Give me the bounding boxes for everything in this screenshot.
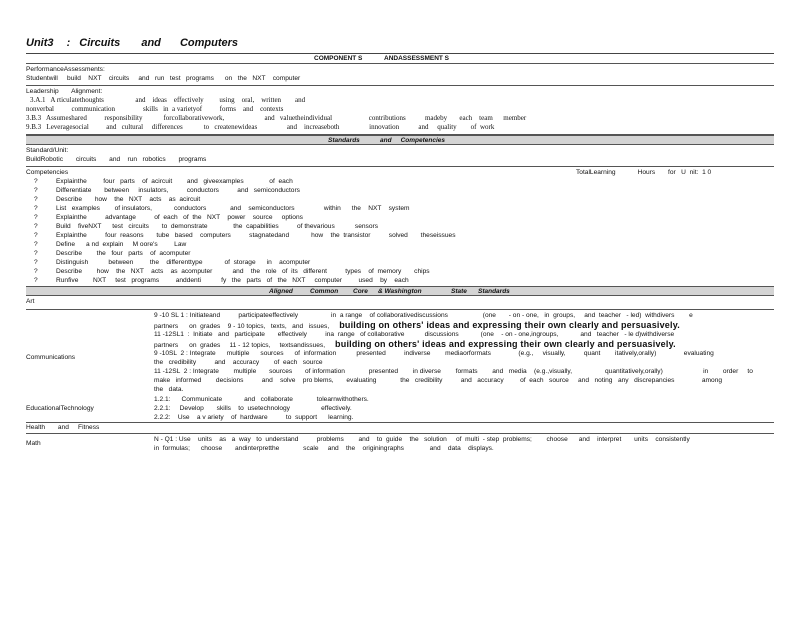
communications-label-cell [26,310,154,394]
math-label: Math [26,440,41,447]
bullet-glyph: ? [34,205,38,212]
components-header [26,54,774,64]
competency-item [26,258,774,267]
leadership-section [26,86,774,135]
leadership-line: 3.A.1 A rticulatethoughts and ideas effectively using oral, written and [30,96,306,104]
performance-heading: PerformanceAssessments: [26,66,105,73]
bullet-glyph: ? [34,232,38,239]
communications-line [154,349,774,358]
communications-line [154,320,774,330]
competency-item [26,222,774,231]
competencies-list [26,177,774,285]
competencies-heading-row [26,168,774,177]
competency-text: Explainthe four parts of acircuit and giveexamples of each [56,178,293,185]
edtech-row [26,394,774,423]
standards-header [26,135,774,145]
leadership-line: 3.B.3 Assumeshared responsibility forcollaborativework, and valuetheindividual contributions madeby each team member [26,114,527,122]
standard-text: BuildRobotic circuits and run robotics programs [26,156,207,163]
health-row [26,423,774,434]
competency-text: List examples of insulators, conductors and semiconductors within the NXT system [56,205,410,212]
bullet-glyph: ? [34,277,38,284]
communications-line-text: make informed decisions and solve pro blems, evaluating the credibility and accuracy of each source and noting any discrepancies among [154,377,723,384]
assessments-label: ANDASSESSMENT S [384,55,450,62]
competency-item [26,186,774,195]
leadership-line: nonverbal communication skills in a varietyof forms and contexts [26,105,284,113]
communications-line [154,376,774,385]
bullet-glyph: ? [34,250,38,257]
art-row [26,296,774,310]
competency-item [26,177,774,186]
communications-line [154,330,774,339]
competencies-section [26,167,774,285]
title-word-2: and [141,37,161,49]
competency-item [26,231,774,240]
competency-text: Build fiveNXT test circuits to demonstrate the capabilities of thevarious sensors [56,223,378,230]
edtech-line: 1.2.1: Communicate and collaborate tolearnwithothers. [154,396,369,403]
standard-heading: Standard/Unit: [26,147,69,154]
document-page [26,36,774,453]
edtech-label: EducationalTechnology [26,405,94,412]
bullet-glyph: ? [34,214,38,221]
communications-line [154,311,774,320]
total-learning-hours: TotalLearning Hours for U nit: 1 0 [576,169,712,176]
competency-item [26,204,774,213]
competency-text: Describe the four parts of acomputer [56,250,191,257]
communications-line [154,385,774,394]
title-word-1: Circuits [79,37,121,49]
core-word: Core [353,288,368,295]
standards-word: Standards [478,288,510,295]
aligned-standards-header [26,286,774,296]
edtech-line: 2.2.2: Use a v ariety of hardware to support learning. [154,414,354,421]
performance-section [26,64,774,86]
bullet-glyph: ? [34,241,38,248]
washington-word: & Washington [378,288,422,295]
communications-line [154,339,774,349]
health-label: Health and Fitness [26,424,100,431]
competency-item [26,195,774,204]
components-label: COMPONENT S [314,55,363,62]
communications-line-text: the credibility and accuracy of each source [154,359,323,366]
communications-emphasis-text: building on others' ideas and expressing their own clearly and persuasively. [339,320,680,330]
competency-text: Explainthe advantage of each of the NXT power source options [56,214,303,221]
competency-text: Describe how the NXT acts as acircuit [56,196,201,203]
communications-line [154,358,774,367]
art-label: Art [26,298,35,305]
edtech-text [154,394,774,422]
communications-line-text: the data. [154,386,184,393]
competency-text: Differentiate between insulators, conductors and semiconductors [56,187,300,194]
communications-emphasis-text: building on others' ideas and expressing their own clearly and persuasively. [335,339,676,349]
bullet-glyph: ? [34,223,38,230]
bullet-glyph: ? [34,187,38,194]
bullet-glyph: ? [34,178,38,185]
communications-label: Communications [26,354,76,361]
competency-text: Distinguish between the differenttype of storage in acomputer [56,259,311,266]
aligned-word: Aligned [269,288,293,295]
state-word: State [451,288,467,295]
math-line: N - Q1 : Use units as a way to understand problems and to guide the solution of multi - step problems; choose and interpret units consistently [154,436,690,443]
bullet-glyph: ? [34,196,38,203]
communications-line-text: 11 -12SL1 : Initiate and participate effectively ina range of collaborative discussions (one - on - one,ingroups, and teacher - le d)withdiverse [154,331,675,338]
bullet-glyph: ? [34,268,38,275]
math-row [26,434,774,453]
competency-item [26,240,774,249]
standards-label: Standards [328,137,360,144]
competency-item [26,267,774,276]
bullet-glyph: ? [34,259,38,266]
competency-item [26,249,774,258]
edtech-label-cell [26,394,154,422]
title-word-3: Computers [179,37,239,49]
communications-line-text: 9 -10SL 2 : Integrate multiple sources of information presented indiverse mediaorformats (e.g., visually, quant itatively,orally) evaluating [154,350,714,357]
unit-title [26,36,774,54]
communications-line [154,367,774,376]
leadership-line: 9.B.3 Leveragesocial and cultural differences to createnewideas and increaseboth innovation and quality of work [26,123,495,131]
math-label-cell [26,434,154,453]
leadership-heading: Leadership Alignment: [26,88,103,95]
competency-text: Define a nd explain M oore's Law [56,241,187,248]
competencies-heading: Competencies [26,169,69,176]
communications-text [154,310,774,394]
competency-text: Describe how the NXT acts as acomputer and the role of its different types of memory chips [56,268,430,275]
communications-line-text: 11 -12SL 2 : Integrate multiple sources of information presented in diverse formats and media (e.g.,visually, quantitatively,orally) in order to [154,368,753,375]
competency-item [26,276,774,285]
communications-line-text: 9 -10 SL 1 : Initiateand participateeffectively in a range of collaborativediscussions (one - on - one, in groups, and teacher - led) withdivers e [154,312,693,319]
math-line: in formulas; choose andinterpretthe scale and the originingraphs and data displays. [154,445,494,452]
communications-line-text: partners on grades 11 - 12 topics, textsandissues, [154,342,326,349]
communications-line-text: partners on grades 9 - 10 topics, texts, and issues, [154,323,330,330]
common-word: Common [310,288,339,295]
competency-text: Runfive NXT test programs anddenti fy the parts of the NXT computer used by each [56,277,409,284]
edtech-line: 2.2.1: Develop skills to usetechnology effectively. [154,405,352,412]
unit-number: Unit3 [26,37,54,49]
competencies-label: and Competencies [380,137,446,144]
competency-text: Explainthe four reasons tube based computers stagnatedand how the transistor solved theseissues [56,232,456,239]
math-text [154,434,774,453]
performance-text: Studentwill build NXT circuits and run test programs on the NXT computer [26,75,301,82]
standard-section [26,145,774,167]
competency-item [26,213,774,222]
title-colon: : [66,37,71,49]
communications-row [26,310,774,394]
